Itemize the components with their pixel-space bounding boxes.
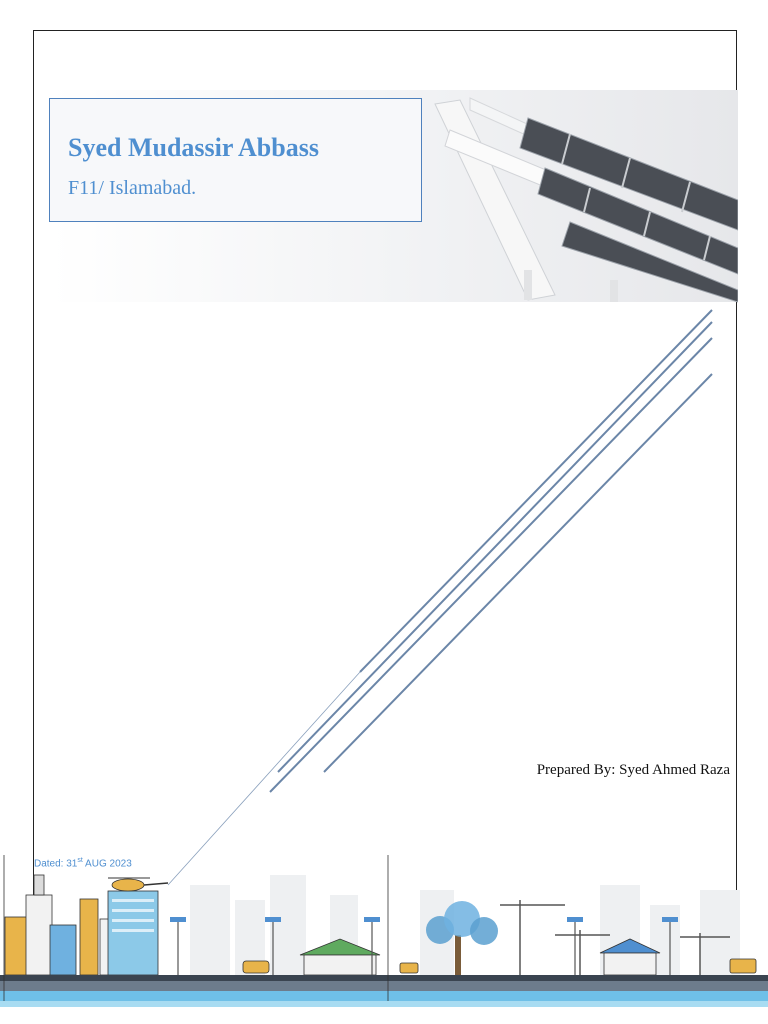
prepared-by: Prepared By: Syed Ahmed Raza bbox=[536, 762, 730, 778]
city-skyline-illustration bbox=[0, 855, 768, 1024]
date-prefix: Dated: 31 bbox=[34, 858, 78, 870]
date-rest: AUG 2023 bbox=[82, 858, 132, 870]
client-location: F11/ Islamabad. bbox=[68, 177, 197, 199]
date-suffix: st bbox=[77, 857, 83, 864]
client-name: Syed Mudassir Abbass bbox=[68, 133, 319, 162]
